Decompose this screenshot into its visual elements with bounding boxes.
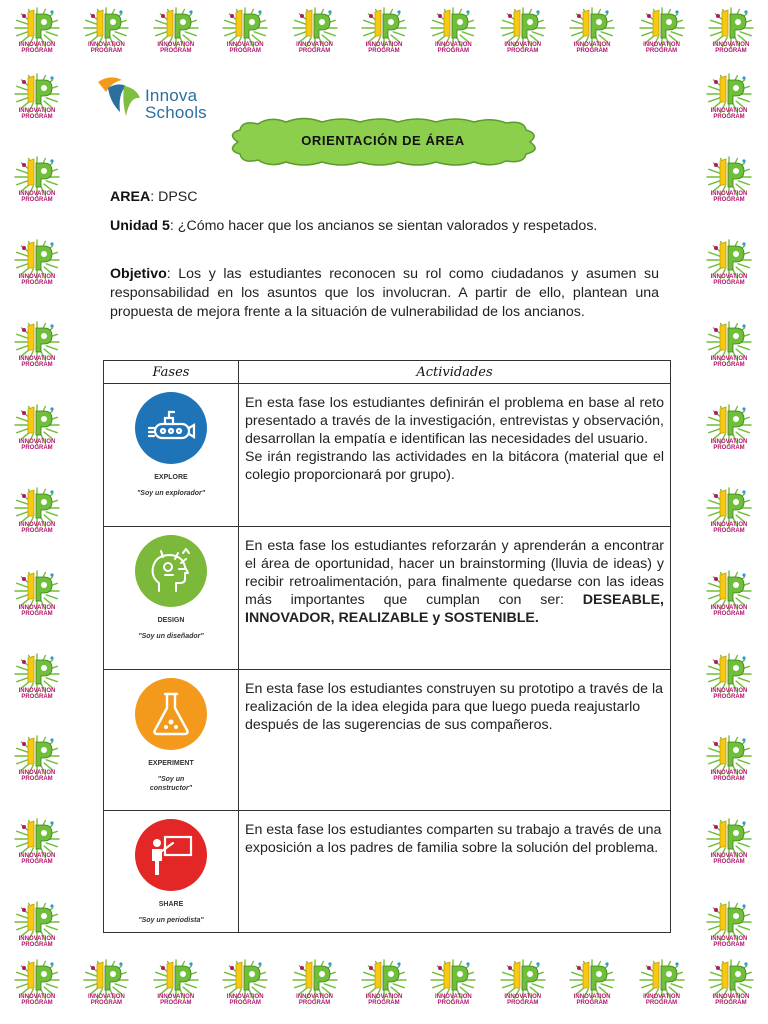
activity-cell: [239, 384, 671, 527]
phase-cell-design: [104, 527, 239, 670]
innovation-program-badge-icon: [6, 236, 68, 292]
innovation-program-badge-icon: [6, 4, 68, 60]
badge-label: INNOVATION PROGRAM: [18, 770, 56, 783]
innovation-program-badge-icon: [422, 956, 484, 1012]
innovation-program-badge-icon: [698, 815, 760, 871]
badge-label: INNOVATION PROGRAM: [710, 853, 748, 866]
badge-label: INNOVATION PROGRAM: [710, 521, 748, 534]
innovation-program-badge-icon: [698, 318, 760, 374]
activity-cell: [239, 527, 671, 670]
badge-label: INNOVATION PROGRAM: [504, 994, 542, 1006]
logo-line2: Schools: [145, 103, 207, 122]
innovation-program-badge-icon: [214, 4, 276, 60]
badge-label: INNOVATION PROGRAM: [18, 687, 56, 700]
badge-label: INNOVATION PROGRAM: [573, 994, 611, 1006]
innovation-program-badge-icon: [561, 956, 623, 1012]
activity-cell: [239, 670, 671, 811]
border-left: [6, 70, 70, 954]
header-actividades: Actividades: [239, 361, 671, 384]
innovation-program-badge-icon: [6, 401, 68, 457]
unidad-value: : ¿Cómo hacer que los ancianos se sientan valorados y respetados.: [169, 218, 598, 234]
phase-name: DESIGN: [157, 617, 185, 624]
innovation-program-badge-icon: [631, 4, 693, 60]
badge-label: INNOVATION PROGRAM: [504, 42, 542, 54]
badge-label: INNOVATION PROGRAM: [710, 604, 748, 617]
badge-label: INNOVATION PROGRAM: [18, 439, 56, 452]
innovation-program-badge-icon: [214, 956, 276, 1012]
badge-label: INNOVATION PROGRAM: [710, 439, 748, 452]
innovation-program-badge-icon: [6, 70, 68, 126]
submarine-icon: [135, 392, 207, 464]
logo-line1: Innova: [145, 86, 198, 105]
innovation-program-badge-icon: [284, 4, 346, 60]
innovation-program-badge-icon: [6, 318, 68, 374]
objetivo-label: Objetivo: [110, 266, 167, 282]
table-row: [104, 670, 671, 811]
header-fases: Fases: [104, 361, 239, 384]
innovation-program-badge-icon: [698, 236, 760, 292]
badge-label: INNOVATION PROGRAM: [710, 770, 748, 783]
border-top: [6, 4, 762, 64]
phase-quote: "Soy un periodista": [138, 917, 204, 924]
innovation-program-badge-icon: [698, 732, 760, 788]
area-value: : DPSC: [150, 189, 198, 205]
badge-label: INNOVATION PROGRAM: [18, 190, 56, 203]
table-row: [104, 811, 671, 933]
badge-label: INNOVATION PROGRAM: [365, 994, 403, 1006]
phase-name: EXPLORE: [154, 474, 188, 481]
badge-label: INNOVATION PROGRAM: [712, 42, 750, 54]
badge-label: INNOVATION PROGRAM: [88, 994, 125, 1006]
activity-text: En esta fase los estudiantes construyen su prototipo a través de la realización de la idea elegida para que luego pueda reajustarlo después de las sugerencias de sus compañeros.: [245, 681, 663, 733]
innovation-program-badge-icon: [353, 956, 415, 1012]
badge-label: INNOVATION PROGRAM: [710, 935, 748, 948]
badge-label: INNOVATION PROGRAM: [434, 42, 472, 54]
table-header-row: [104, 361, 671, 384]
unidad-line: [110, 217, 659, 236]
criteria-realizable: REALIZABLE: [338, 610, 429, 626]
border-bottom: [6, 956, 762, 1016]
innovation-program-badge-icon: [698, 153, 760, 209]
phase-quote: "Soy un diseñador": [138, 633, 204, 640]
innovation-program-badge-icon: [698, 898, 760, 954]
border-right: [698, 70, 762, 954]
innovation-program-badge-icon: [700, 4, 762, 60]
badge-label: INNOVATION PROGRAM: [18, 108, 56, 120]
presenter-icon: [135, 819, 207, 891]
innovation-program-badge-icon: [6, 956, 68, 1012]
badge-label: INNOVATION PROGRAM: [18, 42, 56, 54]
badge-label: INNOVATION PROGRAM: [18, 853, 56, 866]
activity-text: En esta fase los estudiantes comparten su trabajo a través de una exposición a los padres de familia sobre la solución del problema.: [245, 822, 662, 856]
innovation-program-badge-icon: [145, 956, 207, 1012]
badge-label: INNOVATION PROGRAM: [18, 273, 56, 286]
badge-label: INNOVATION PROGRAM: [18, 521, 56, 534]
criteria-sostenible: SOSTENIBLE: [444, 610, 535, 626]
innovation-program-badge-icon: [700, 956, 762, 1012]
badge-label: INNOVATION PROGRAM: [643, 42, 680, 54]
innova-logo-mark-icon: [96, 72, 142, 120]
criteria-innovador: INNOVADOR: [245, 610, 331, 626]
badge-label: INNOVATION PROGRAM: [157, 994, 195, 1006]
page-title: ORIENTACIÓN DE ÁREA: [301, 133, 465, 148]
area-label: AREA: [110, 189, 151, 205]
innovation-program-badge-icon: [75, 4, 137, 60]
badge-label: INNOVATION PROGRAM: [712, 994, 750, 1006]
activity-text-2: Se irán registrando las actividades en la bitácora (material que el colegio proporcionará por grupo).: [245, 449, 664, 483]
badge-label: INNOVATION PROGRAM: [18, 935, 56, 948]
innovation-program-badge-icon: [6, 567, 68, 623]
activity-cell: [239, 811, 671, 933]
title-banner: [224, 116, 542, 168]
innovation-program-badge-icon: [698, 567, 760, 623]
innovation-program-badge-icon: [698, 70, 760, 126]
innovation-program-badge-icon: [492, 4, 554, 60]
badge-label: INNOVATION PROGRAM: [18, 994, 56, 1006]
innovation-program-badge-icon: [492, 956, 554, 1012]
innovation-program-badge-icon: [698, 650, 760, 706]
badge-label: INNOVATION PROGRAM: [296, 42, 333, 54]
innovation-program-badge-icon: [561, 4, 623, 60]
phase-cell-explore: [104, 384, 239, 527]
criteria-sep: ,: [660, 592, 664, 608]
badge-label: INNOVATION PROGRAM: [710, 273, 748, 286]
badge-label: INNOVATION PROGRAM: [226, 42, 264, 54]
criteria-end: .: [534, 610, 539, 626]
innovation-program-badge-icon: [6, 484, 68, 540]
badge-label: INNOVATION PROGRAM: [710, 356, 748, 369]
unidad-label: Unidad 5: [110, 218, 170, 234]
phases-table: [103, 360, 671, 933]
badge-label: INNOVATION PROGRAM: [18, 356, 56, 369]
activity-text: En esta fase los estudiantes definirán el problema en base al reto presentado a través de la investigación, entrevistas y observación, desarrollan la empatía e identifican las necesidades del usuario.: [245, 395, 664, 447]
innovation-program-badge-icon: [75, 956, 137, 1012]
criteria-sep: ,: [330, 610, 339, 626]
badge-label: INNOVATION PROGRAM: [18, 604, 56, 617]
phase-cell-experiment: [104, 670, 239, 811]
innovation-program-badge-icon: [631, 956, 693, 1012]
table-row: [104, 527, 671, 670]
criteria-deseable: DESEABLE: [582, 592, 661, 608]
badge-label: INNOVATION PROGRAM: [365, 42, 403, 54]
innova-schools-logo: [96, 70, 216, 122]
badge-label: INNOVATION PROGRAM: [157, 42, 195, 54]
badge-label: INNOVATION PROGRAM: [710, 687, 748, 700]
innovation-program-badge-icon: [6, 153, 68, 209]
objetivo-paragraph: [110, 265, 659, 322]
innovation-program-badge-icon: [698, 401, 760, 457]
innovation-program-badge-icon: [6, 815, 68, 871]
badge-label: INNOVATION PROGRAM: [573, 42, 611, 54]
innovation-program-badge-icon: [6, 898, 68, 954]
activity-text: En esta fase los estudiantes reforzarán y aprenderán a encontrar el área de oportunidad, hacer un brainstorming (lluvia de ideas) y recibir retroalimentación, para finalmente quedarse con las ideas más importantes que cumplan con ser:: [245, 538, 664, 608]
innovation-program-badge-icon: [698, 484, 760, 540]
head-ideas-icon: [135, 535, 207, 607]
area-line: [110, 188, 659, 207]
flask-icon: [135, 678, 207, 750]
objetivo-value: : Los y las estudiantes reconocen su rol como ciudadanos y asumen su responsabilidad en los asuntos que los involucran. A partir de ello, plantean una propuesta de mejora frente a la situación de vulnerabilidad de los ancianos.: [110, 266, 659, 320]
innovation-program-badge-icon: [422, 4, 484, 60]
phase-quote: "Soy un explorador": [136, 490, 206, 497]
phase-quote: "Soy un constructor": [149, 776, 193, 792]
badge-label: INNOVATION PROGRAM: [710, 190, 748, 203]
badge-label: INNOVATION PROGRAM: [296, 994, 333, 1006]
innovation-program-badge-icon: [145, 4, 207, 60]
criteria-sep: y: [428, 610, 445, 626]
table-row: [104, 384, 671, 527]
innovation-program-badge-icon: [6, 732, 68, 788]
badge-label: INNOVATION PROGRAM: [226, 994, 264, 1006]
phase-name: SHARE: [158, 901, 184, 908]
badge-label: INNOVATION PROGRAM: [643, 994, 680, 1006]
phase-cell-share: [104, 811, 239, 933]
innovation-program-badge-icon: [284, 956, 346, 1012]
innovation-program-badge-icon: [6, 650, 68, 706]
badge-label: INNOVATION PROGRAM: [710, 108, 748, 120]
badge-label: INNOVATION PROGRAM: [88, 42, 125, 54]
badge-label: INNOVATION PROGRAM: [434, 994, 472, 1006]
innovation-program-badge-icon: [353, 4, 415, 60]
phase-name: EXPERIMENT: [148, 760, 194, 767]
